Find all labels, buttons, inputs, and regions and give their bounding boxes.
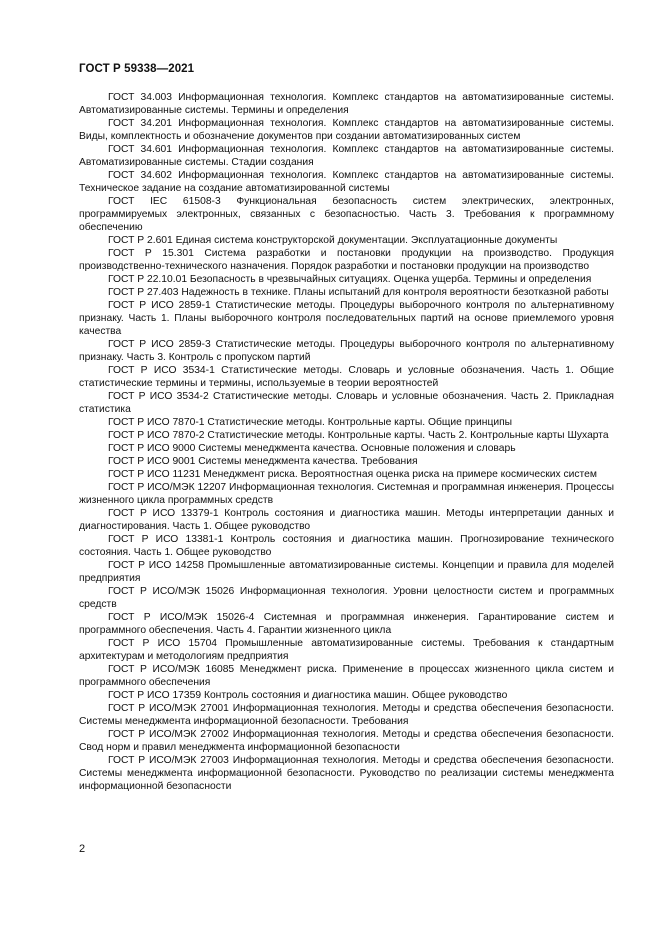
reference-item: ГОСТ Р 2.601 Единая система конструкторской документации. Эксплуатационные документы	[108, 235, 558, 246]
reference-item: ГОСТ Р ИСО/МЭК 15026 Информационная технология. Уровни целостности систем и программных средств	[79, 586, 614, 610]
reference-item: ГОСТ Р ИСО 7870-2 Статистические методы. Контрольные карты. Часть 2. Контрольные карты Шухарта	[108, 430, 609, 441]
reference-item: ГОСТ Р ИСО 2859-3 Статистические методы. Процедуры выборочного контроля по альтернативному признаку. Часть 3. Контроль с пропуском партий	[79, 339, 614, 363]
reference-item: ГОСТ Р 27.403 Надежность в технике. Планы испытаний для контроля вероятности безотказной работы	[108, 287, 609, 298]
reference-item: ГОСТ 34.003 Информационная технология. Комплекс стандартов на автоматизированные системы. Автоматизированные системы. Термины и определения	[79, 92, 614, 116]
reference-item: ГОСТ Р ИСО 9001 Системы менеджмента качества. Требования	[108, 456, 418, 467]
reference-item: ГОСТ Р ИСО 9000 Системы менеджмента качества. Основные положения и словарь	[108, 443, 516, 454]
reference-item: ГОСТ Р ИСО/МЭК 16085 Менеджмент риска. Применение в процессах жизненного цикла систем и программного обеспечения	[79, 664, 614, 688]
reference-item: ГОСТ Р ИСО/МЭК 27001 Информационная технология. Методы и средства обеспечения безопасности. Системы менеджмента информационной безопасности. Требования	[79, 703, 614, 727]
normative-references-list	[79, 91, 614, 793]
reference-item: ГОСТ Р ИСО 13379-1 Контроль состояния и диагностика машин. Методы интерпретации данных и диагностирования. Часть 1. Общее руководство	[79, 508, 614, 532]
reference-item: ГОСТ Р ИСО/МЭК 27002 Информационная технология. Методы и средства обеспечения безопасности. Свод норм и правил менеджмента информационной безопасности	[79, 729, 614, 753]
page-number: 2	[79, 843, 86, 855]
reference-item: ГОСТ Р ИСО 11231 Менеджмент риска. Вероятностная оценка риска на примере космических систем	[108, 469, 597, 480]
reference-item: ГОСТ Р 22.10.01 Безопасность в чрезвычайных ситуациях. Оценка ущерба. Термины и определения	[108, 274, 592, 285]
reference-item: ГОСТ Р ИСО 15704 Промышленные автоматизированные системы. Требования к стандартным архитектурам и методологиям предприятия	[79, 638, 614, 662]
reference-item: ГОСТ Р 15.301 Система разработки и постановки продукции на производство. Продукция производственно-технического назначения. Порядок разработки и постановки продукции на производство	[79, 248, 614, 272]
reference-item: ГОСТ Р ИСО 3534-2 Статистические методы. Словарь и условные обозначения. Часть 2. Прикладная статистика	[79, 391, 614, 415]
reference-item: ГОСТ 34.201 Информационная технология. Комплекс стандартов на автоматизированные системы. Виды, комплектность и обозначение документов при создании автоматизированных систем	[79, 118, 614, 142]
reference-item: ГОСТ 34.601 Информационная технология. Комплекс стандартов на автоматизированные системы. Автоматизированные системы. Стадии создания	[79, 144, 614, 168]
reference-item: ГОСТ Р ИСО 7870-1 Статистические методы. Контрольные карты. Общие принципы	[108, 417, 513, 428]
reference-item: ГОСТ Р ИСО 14258 Промышленные автоматизированные системы. Концепции и правила для моделей предприятия	[79, 560, 614, 584]
reference-item: ГОСТ Р ИСО 17359 Контроль состояния и диагностика машин. Общее руководство	[108, 690, 508, 701]
document-header: ГОСТ Р 59338—2021	[79, 63, 195, 75]
reference-item: ГОСТ IEC 61508-3 Функциональная безопасность систем электрических, электронных, программируемых электронных, связанных с безопасностью. Часть 3. Требования к программному обеспечению	[79, 196, 614, 233]
reference-item: ГОСТ 34.602 Информационная технология. Комплекс стандартов на автоматизированные системы. Техническое задание на создание автоматизированной системы	[79, 170, 614, 194]
reference-item: ГОСТ Р ИСО/МЭК 15026-4 Системная и программная инженерия. Гарантирование систем и программного обеспечения. Часть 4. Гарантии жизненного цикла	[79, 612, 614, 636]
reference-item: ГОСТ Р ИСО 2859-1 Статистические методы. Процедуры выборочного контроля по альтернативному признаку. Часть 1. Планы выборочного контроля последовательных партий на основе приемлемого уровня качества	[79, 300, 614, 337]
reference-item: ГОСТ Р ИСО 3534-1 Статистические методы. Словарь и условные обозначения. Часть 1. Общие статистические термины и термины, используемые в теории вероятностей	[79, 365, 614, 389]
reference-item: ГОСТ Р ИСО/МЭК 12207 Информационная технология. Системная и программная инженерия. Процессы жизненного цикла программных средств	[79, 482, 614, 506]
reference-item: ГОСТ Р ИСО/МЭК 27003 Информационная технология. Методы и средства обеспечения безопасности. Системы менеджмента информационной безопасности. Руководство по реализации системы менеджмента информационной безопасности	[79, 755, 614, 792]
reference-item: ГОСТ Р ИСО 13381-1 Контроль состояния и диагностика машин. Прогнозирование технического состояния. Часть 1. Общее руководство	[79, 534, 614, 558]
